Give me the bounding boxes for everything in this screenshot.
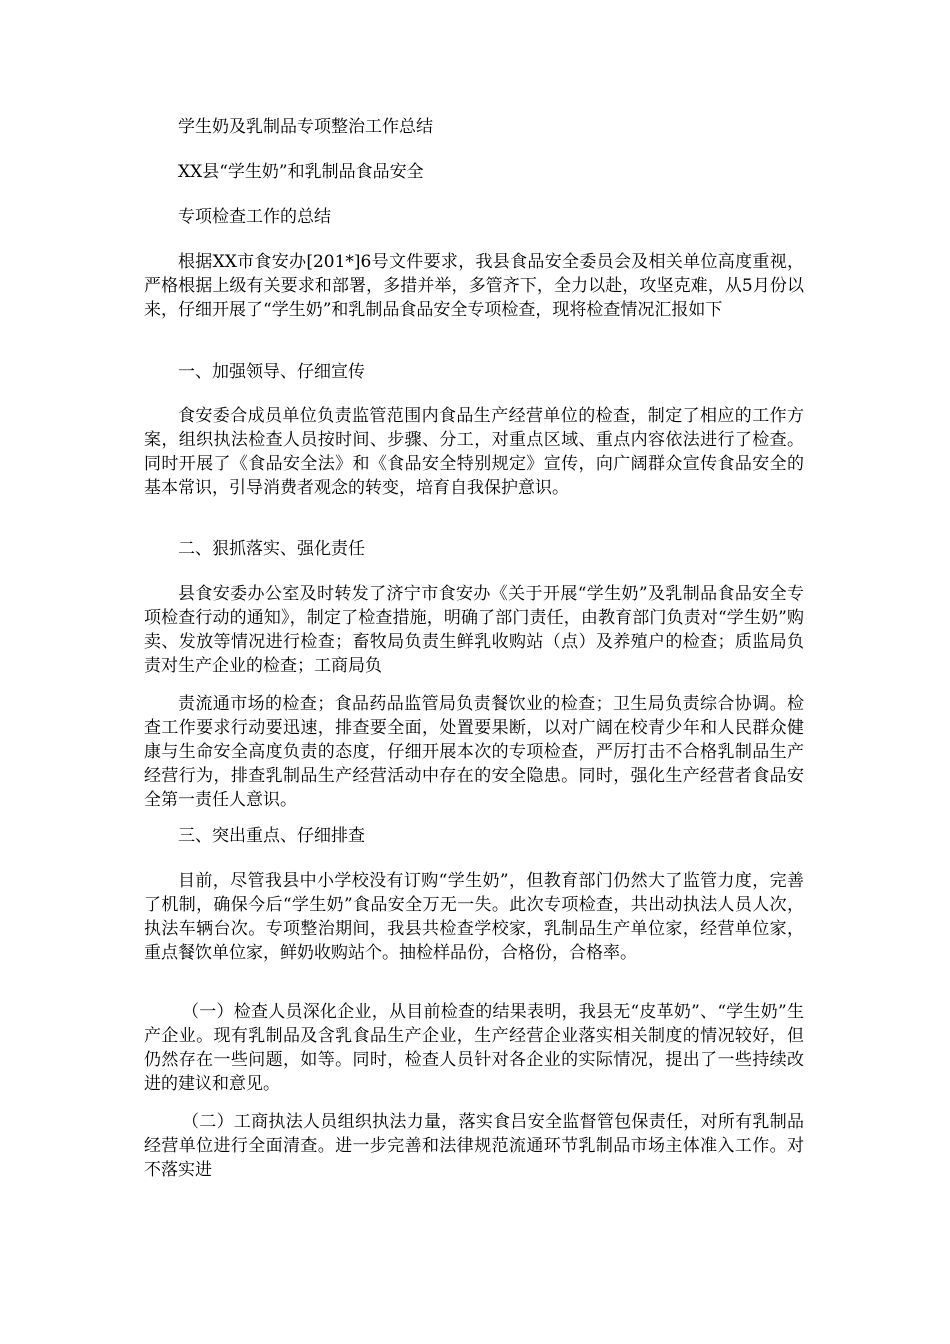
section2-paragraph-1: 县食安委办公室及时转发了济宁市食安办《关于开展“学生奶”及乳制品食品安全专项检查行动的通知》，制定了检查措施，明确了部门责任，由教育部门负责对“学生奶”购卖、发放等情况进行检查；畜牧局负责生鲜乳收购站（点）及养殖户的检查；质监局负责对生产企业的检查；工商局负: [144, 584, 804, 676]
intro-paragraph: 根据XX市食安办[201*]6号文件要求，我县食品安全委员会及相关单位高度重视，严格根据上级有关要求和部署，多措并举，多管齐下，全力以赴，攻坚克难，从5月份以来，仔细开展了“学生奶”和乳制品食品安全专项检查，现将检查情况汇报如下: [144, 252, 804, 320]
document-subtitle-line1: XX县“学生奶”和乳制品食品安全: [178, 162, 424, 182]
item1-paragraph: （一）检查人员深化企业，从目前检查的结果表明，我县无“皮革奶”、“学生奶”生产企业。现有乳制品及含乳食品生产企业，生产经营企业落实相关制度的情况较好，但仍然存在一些问题，如等。同时，检查人员针对各企业的实际情况，提出了一些持续改进的建议和意见。: [144, 1002, 804, 1094]
section1-paragraph: 食安委合成员单位负责监管范围内食品生产经营单位的检查，制定了相应的工作方案，组织执法检查人员按时间、步骤、分工，对重点区域、重点内容依法进行了检查。同时开展了《食品安全法》和《食品安全特别规定》宣传，向广阔群众宣传食品安全的基本常识，引导消费者观念的转变，培育自我保护意识。: [144, 406, 804, 498]
document-subtitle-line2: 专项检查工作的总结: [178, 207, 331, 227]
document-title: 学生奶及乳制品专项整治工作总结: [178, 117, 433, 137]
section3-heading: 三、突出重点、仔细排查: [178, 826, 365, 846]
item2-paragraph: （二）工商执法人员组织执法力量，落实食吕安全监督管包保责任，对所有乳制品经营单位进行全面清查。进一步完善和法律规范流通环节乳制品市场主体准入工作。对不落实进: [144, 1112, 804, 1180]
section2-heading: 二、狠抓落实、强化责任: [178, 539, 365, 559]
section1-heading: 一、加强领导、仔细宣传: [178, 362, 365, 382]
section2-paragraph-2: 责流通市场的检查；食品药品监管局负责餐饮业的检查；卫生局负责综合协调。检查工作要求行动要迅速，排查要全面，处置要果断，以对广阔在校青少年和人民群众健康与生命安全高度负责的态度，仔细开展本次的专项检查，严厉打击不合格乳制品生产经营行为，排查乳制品生产经营活动中存在的安全隐患。同时，强化生产经营者食品安全第一责任人意识。: [144, 694, 804, 810]
section3-paragraph: 目前，尽管我县中小学校没有订购“学生奶”，但教育部门仍然大了监管力度，完善了机制，确保今后“学生奶”食品安全万无一失。此次专项检查，共出动执法人员人次，执法车辆台次。专项整治期间，我县共检查学校家，乳制品生产单位家，经营单位家，重点餐饮单位家，鲜奶收购站个。抽检样品份，合格份，合格率。: [144, 871, 804, 963]
